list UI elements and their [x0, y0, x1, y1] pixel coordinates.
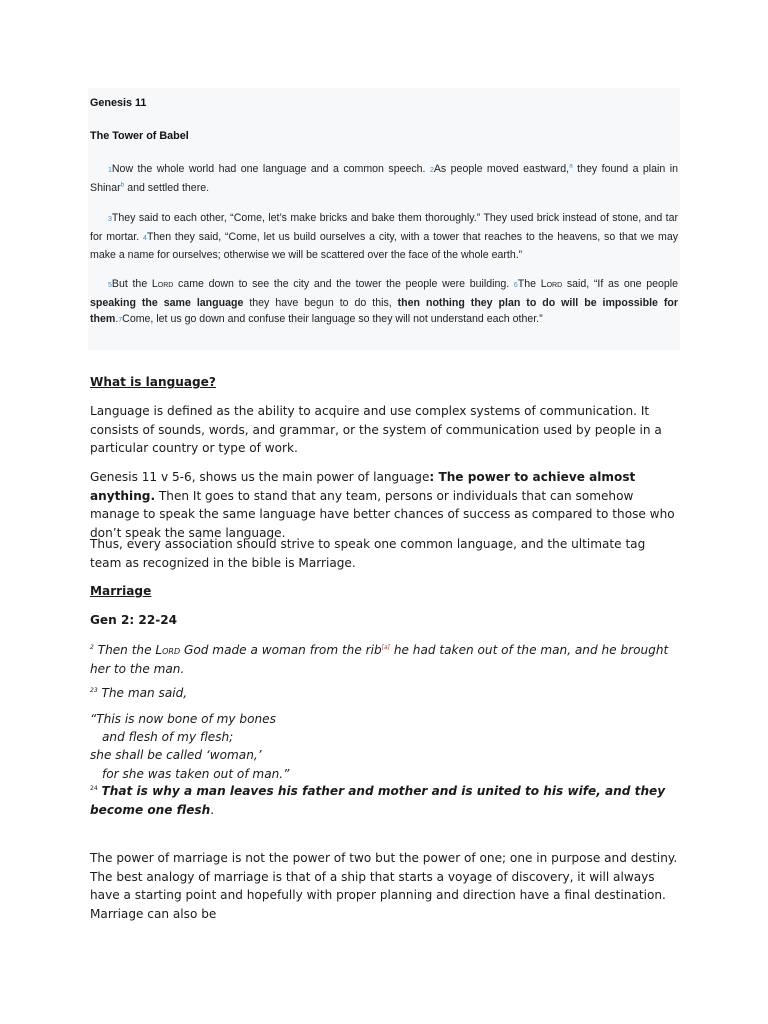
verse-number: 1: [108, 167, 112, 174]
verse-text: They said to each other, “Come, let’s make bricks and bake them thoroughly.” They used brick instead of stone, and tar for mortar.: [90, 212, 678, 243]
poem-line: and flesh of my flesh;: [102, 730, 234, 745]
marriage-reference: Gen 2: 22-24: [90, 613, 178, 627]
chapter-heading: Genesis 11: [90, 97, 147, 109]
verse-number: 23: [90, 686, 98, 694]
lord-smallcaps: Lord: [540, 278, 563, 290]
verse-text: God made a woman from the rib: [180, 643, 382, 657]
verse-text: The man said,: [101, 686, 188, 700]
verse-23: [90, 684, 680, 703]
lord-smallcaps: Lord: [155, 643, 181, 657]
verse-number: 3: [108, 216, 112, 223]
verse-number: 6: [513, 282, 518, 289]
section-heading: The Tower of Babel: [90, 130, 189, 142]
language-paragraph-2: [90, 468, 680, 542]
verse-22: [90, 641, 680, 678]
verse-text: .: [210, 802, 215, 817]
verse-text: As people moved eastward,: [433, 163, 570, 175]
verse-text: That is why a man leaves his father and mother and is united to his wife, and they become one flesh: [90, 784, 666, 817]
verse-24: [90, 782, 680, 819]
verse-text: Then the: [97, 643, 156, 657]
verse-text: they found a plain in Shinar: [90, 163, 678, 194]
scripture-paragraph-3: [90, 276, 678, 330]
poem-line: for she was taken out of man.”: [102, 766, 290, 781]
marriage-paragraph-1: The power of marriage is not the power of two but the power of one; one in purpose and destiny. The best analogy of marriage is that of a ship that starts a voyage of discovery, it will always have a starting point and hopefully with proper planning and direction have a final destination. Marriage can also be: [90, 851, 678, 921]
verse-text: said, “If as one people: [562, 278, 679, 290]
verse-text: he had taken out of the man, and he brought her to the man.: [90, 643, 669, 676]
language-heading: What is language?: [90, 375, 216, 389]
language-paragraph-1: Language is defined as the ability to acquire and use complex systems of communication. It consists of sounds, words, and grammar, or the system of communication used by people in a particular country or type of work.: [90, 404, 662, 456]
poem-line: “This is now bone of my bones: [90, 712, 276, 726]
verse-text: .: [115, 313, 119, 325]
paragraph-text: Then It goes to stand that any team, persons or individuals that can somehow manage to speak the same language have better chances of success as compared to those who don’t speak the same language.: [90, 488, 675, 540]
verse-text: Come, let us go down and confuse their language so they will not understand each other.”: [122, 313, 543, 325]
paragraph-text: Genesis 11 v 5-6, shows us the main power of language: [90, 470, 430, 484]
scripture-paragraph-1: [90, 161, 678, 196]
lord-smallcaps: Lord: [151, 278, 174, 290]
verse-number: 5: [108, 282, 112, 289]
verse-text: Now the whole world had one language and a common speech.: [111, 163, 430, 175]
poem-line: she shall be called ‘woman,’: [90, 748, 262, 763]
scripture-block: [88, 88, 680, 350]
verse-number: 2: [90, 643, 94, 651]
bold-phrase: : The power to achieve almost anything.: [90, 470, 636, 503]
marriage-heading: Marriage: [90, 584, 152, 598]
footnote-marker[interactable]: [a]: [381, 643, 391, 651]
bold-phrase: speaking the same language: [90, 296, 244, 309]
poem: [90, 710, 680, 783]
verse-text: they have begun to do this,: [243, 296, 398, 309]
verse-number: 2: [429, 167, 434, 174]
verse-text: But the: [111, 278, 152, 290]
language-paragraph-3: Thus, every association should strive to speak one common language, and the ultimate tag team as recognized in the bible is Marriage.: [90, 537, 646, 570]
verse-number: 24: [90, 784, 98, 792]
verse-text: and settled there.: [124, 181, 210, 194]
verse-number: 7: [118, 317, 123, 324]
footnote-marker[interactable]: b: [120, 180, 125, 188]
scripture-paragraph-2: [90, 210, 678, 264]
verse-text: Then they said, “Come, let us build ourselves a city, with a tower that reaches to the heavens, so that we may make a name for ourselves; otherwise we will be scattered over the face of the whole earth.”: [90, 230, 679, 261]
verse-text: The: [517, 278, 541, 290]
bold-phrase: then nothing they plan to do will be impossible for them: [90, 296, 678, 325]
verse-text: came down to see the city and the tower the people were building.: [173, 278, 514, 290]
footnote-marker[interactable]: a: [569, 162, 573, 170]
verse-number: 4: [143, 234, 147, 242]
